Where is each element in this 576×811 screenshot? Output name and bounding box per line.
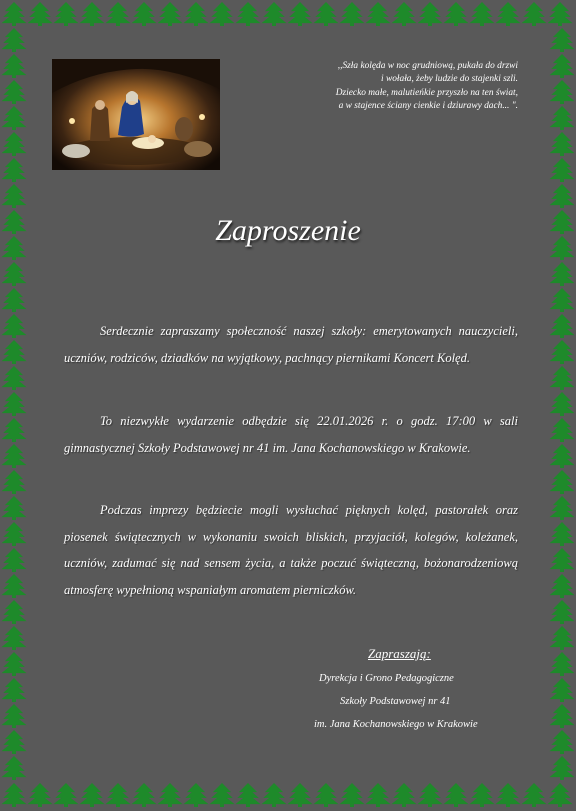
signature-line: im. Jana Kochanowskiego w Krakowie <box>314 719 478 730</box>
paragraph-intro: Serdecznie zapraszamy społeczność naszej szkoły: emerytowanych nauczycieli, uczniów, rodziców, dziadków na wyjątkowy, pachnący piernikami Koncert Kolęd. <box>64 324 518 365</box>
signature-line: Dyrekcja i Grono Pedagogiczne <box>319 673 454 684</box>
poem-quote <box>262 60 518 114</box>
signature-label: Zapraszają: <box>368 646 431 661</box>
poem-line: a w stajence ściany cienkie i dziurawy dach... ". <box>338 101 518 112</box>
poem-line: Dziecko małe, malutieńkie przyszło na ten świat, <box>335 87 518 98</box>
signature-line: Szkoły Podstawowej nr 41 <box>340 696 451 707</box>
paragraph-event-details: To niezwykłe wydarzenie odbędzie się 22.01.2026 r. o godz. 17:00 w sali gimnastycznej Szkoły Podstawowej nr 41 im. Jana Kochanowskiego w Krakowie. <box>64 414 518 455</box>
nativity-scene-image <box>52 59 220 170</box>
invitation-title: Zaproszenie <box>215 214 361 247</box>
poem-line: ,,Szła kolęda w noc grudniową, pukała do drzwi <box>337 61 518 71</box>
poem-line: i wołała, żeby ludzie do stajenki szli. <box>381 74 518 85</box>
paragraph-program: Podczas imprezy będziecie mogli wysłuchać pięknych kolęd, pastorałek oraz piosenek świątecznych w wykonaniu swoich bliskich, przyjaciół, kolegów, koleżanek, uczniów, zadumać się nad sensem życia, a także poczuć świąteczną, bożonarodzeniową atmosferę wypełnioną wspaniałym aromatem pierniczków. <box>64 503 518 597</box>
